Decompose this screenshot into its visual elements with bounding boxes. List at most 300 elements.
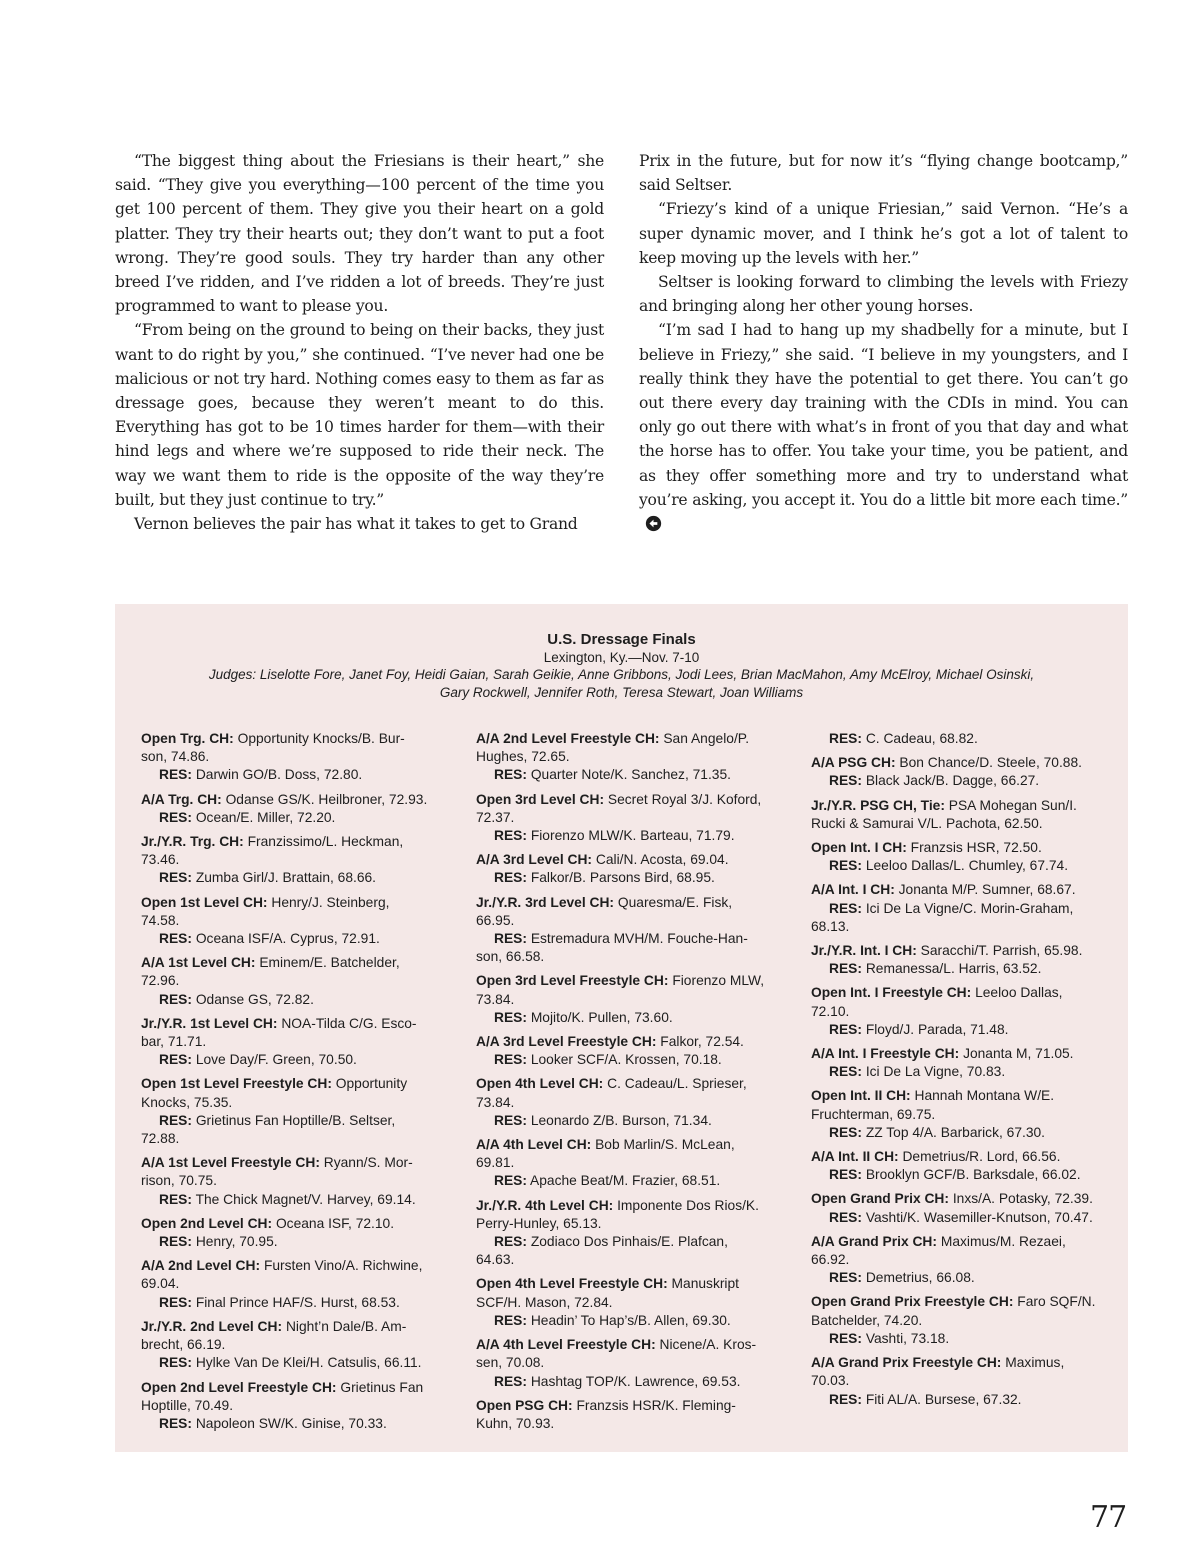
result-reserve: The Chick Magnet/V. Harvey, 69.14. (195, 1191, 416, 1207)
result-champion-line (476, 730, 766, 748)
result-reserve: Falkor/B. Parsons Bird, 68.95. (530, 870, 715, 886)
result-champion-line (811, 1190, 1101, 1208)
result-entry (476, 894, 766, 967)
result-reserve-cont: 72.88. (141, 1131, 180, 1147)
result-champion: Odanse GS/K. Heilbroner, 72.93. (225, 791, 428, 807)
article-paragraph: “From being on the ground to being on their backs, they just want to do right by you,” she continued. “I’ve never had one be malicious or not try hard. Nothing comes easy to them as far as dressage goes, because they weren’t meant to do this. Everything has got to be 10 times harder for them—with their hind legs and where we’re supposed to ride their neck. The way we want them to ride is the opposite of the way they’re built, but they just continue to try.” (115, 321, 604, 509)
result-reserve: Napoleon SW/K. Ginise, 70.33. (195, 1415, 387, 1431)
result-champion: Falkor, 72.54. (660, 1034, 744, 1050)
result-entry (141, 1015, 431, 1070)
result-reserve-line (476, 1009, 766, 1027)
result-champion: Opportunity Knocks/B. Bur- (237, 731, 405, 746)
result-class-title: Open 2nd Level Freestyle CH: (141, 1379, 337, 1395)
result-class-title: Open 3rd Level CH: (476, 791, 605, 807)
result-entry (141, 1075, 431, 1148)
result-reserve-label: RES: (829, 1270, 862, 1286)
result-reserve-label: RES: (829, 1124, 862, 1140)
result-champion-line (476, 1197, 766, 1215)
result-champion-cont: rison, 70.75. (141, 1173, 217, 1189)
result-class-title: Jr./Y.R. 1st Level CH: (141, 1015, 278, 1031)
result-champion-cont: sen, 70.08. (476, 1355, 545, 1371)
result-reserve-label: RES: (494, 1173, 527, 1189)
result-reserve: Remanessa/L. Harris, 63.52. (865, 961, 1042, 977)
result-class-title: Jr./Y.R. Int. I CH: (811, 943, 917, 959)
result-champion-line (476, 851, 766, 869)
result-entry (476, 1033, 766, 1069)
result-champion-cont: 72.96. (141, 973, 180, 989)
result-class-title: Open PSG CH: (476, 1397, 573, 1413)
result-entry (476, 851, 766, 887)
result-reserve-line (811, 1391, 1101, 1409)
result-reserve-line (811, 857, 1101, 875)
result-reserve-label: RES: (494, 870, 527, 886)
result-entry (811, 1190, 1101, 1226)
results-column (811, 730, 1111, 1439)
result-entry (476, 1136, 766, 1191)
result-reserve: Leonardo Z/B. Burson, 71.34. (530, 1112, 712, 1128)
result-champion-line (811, 984, 1101, 1020)
result-entry (811, 1293, 1101, 1348)
result-champion: Fiorenzo MLW, (672, 973, 765, 989)
result-champion-line (141, 1215, 431, 1233)
result-reserve-line (141, 766, 431, 784)
result-entry (811, 839, 1101, 875)
result-reserve-label: RES: (159, 991, 192, 1007)
result-reserve: Ocean/E. Miller, 72.20. (195, 809, 336, 825)
result-class-title: A/A 3rd Level CH: (476, 852, 593, 868)
result-champion-cont: son, 74.86. (141, 749, 210, 765)
result-entry (811, 730, 1101, 748)
result-champion-line (811, 1148, 1101, 1166)
result-champion-line (811, 797, 1101, 815)
result-champion: C. Cadeau/L. Sprieser, (607, 1076, 747, 1092)
result-class-title: A/A 4th Level CH: (476, 1137, 592, 1153)
result-class-title: Jr./Y.R. 2nd Level CH: (141, 1318, 283, 1334)
result-entry (141, 1215, 431, 1251)
result-entry (141, 1257, 431, 1312)
result-reserve: Hashtag TOP/K. Lawrence, 69.53. (530, 1373, 741, 1389)
result-champion: PSA Mohegan Sun/I. (948, 797, 1077, 813)
end-of-story-icon (645, 515, 662, 532)
article-paragraph-text: “I’m sad I had to hang up my shadbelly for a minute, but I believe in Friezy,” she said. “I believe in my youngsters, and I really think they have the potential to get there. You can’t go out there every day training with the CDIs in mind. You can only go out there with what’s in front of you that day and what the horse has to offer. You take your time, you be patient, and as they offer something more and try to understand what you’re asking, you accept it. You do a little bit more each time.” (639, 321, 1128, 509)
result-reserve-label: RES: (494, 828, 527, 844)
result-champion-line (141, 1015, 431, 1033)
result-champion-line (476, 972, 766, 990)
result-champion-line (811, 1233, 1101, 1251)
result-reserve-line (811, 1021, 1101, 1039)
result-reserve: Fiorenzo MLW/K. Barteau, 71.79. (530, 828, 735, 844)
result-champion: Nicene/A. Kros- (659, 1337, 757, 1353)
result-class-title: Open 2nd Level CH: (141, 1215, 273, 1231)
result-reserve-line (141, 1112, 431, 1130)
result-champion: Quaresma/E. Fisk, (617, 894, 733, 910)
result-reserve-label: RES: (159, 809, 192, 825)
result-reserve-label: RES: (494, 1052, 527, 1068)
result-reserve: ZZ Top 4/A. Barbarick, 67.30. (865, 1124, 1046, 1140)
article-paragraph-last (639, 318, 1128, 536)
result-reserve-label: RES: (829, 1209, 862, 1225)
result-champion-cont: 69.81. (476, 1155, 515, 1171)
result-class-title: Open Grand Prix Freestyle CH: (811, 1294, 1014, 1310)
result-reserve-line (141, 1294, 431, 1312)
result-champion-cont: Rucki & Samurai V/L. Pachota, 62.50. (811, 815, 1043, 831)
result-champion: Henry/J. Steinberg, 74.58. (141, 894, 390, 928)
result-reserve-label: RES: (829, 1391, 862, 1407)
result-reserve-line (476, 930, 766, 948)
result-reserve: C. Cadeau, 68.82. (865, 731, 978, 746)
result-reserve-line (141, 809, 431, 827)
result-champion-line (141, 833, 431, 851)
result-reserve-label: RES: (829, 858, 862, 874)
results-column (141, 730, 476, 1439)
result-entry (476, 1275, 766, 1330)
result-champion-line (141, 1318, 431, 1336)
result-reserve-label: RES: (829, 1064, 862, 1080)
result-reserve: Fiti AL/A. Bursese, 67.32. (865, 1391, 1022, 1407)
result-champion: Franzissimo/L. Heckman, (247, 834, 404, 850)
result-champion: Demetrius/R. Lord, 66.56. (902, 1149, 1061, 1165)
result-reserve-line (141, 1051, 431, 1069)
result-entry (811, 1233, 1101, 1288)
result-champion: Grietinus Fan (340, 1379, 424, 1395)
result-champion-line (141, 1075, 431, 1093)
result-reserve: Mojito/K. Pullen, 73.60. (530, 1009, 673, 1025)
result-reserve-line (811, 1166, 1101, 1184)
result-entry (141, 791, 431, 827)
result-class-title: A/A Int. I Freestyle CH: (811, 1046, 960, 1062)
result-entry (476, 730, 766, 785)
result-champion-line (141, 791, 431, 809)
result-entry (811, 797, 1101, 833)
article-paragraph: Prix in the future, but for now it’s “flying change bootcamp,” said Seltser. (639, 152, 1128, 195)
result-reserve-label: RES: (159, 1052, 192, 1068)
result-reserve: Floyd/J. Parada, 71.48. (865, 1021, 1009, 1037)
result-champion: Franzsis HSR/K. Fleming- (576, 1397, 736, 1413)
result-entry (141, 833, 431, 888)
article-column-right (639, 149, 1128, 536)
result-reserve-line (811, 730, 1101, 748)
result-champion-line (141, 730, 431, 748)
result-reserve-line (811, 772, 1101, 790)
result-class-title: A/A 3rd Level Freestyle CH: (476, 1034, 657, 1050)
result-champion-line (476, 1033, 766, 1051)
result-reserve-label: RES: (494, 1009, 527, 1025)
result-entry (476, 972, 766, 1027)
result-champion: NOA-Tilda C/G. Esco- (281, 1015, 417, 1031)
result-reserve: Brooklyn GCF/B. Barksdale, 66.02. (865, 1167, 1081, 1183)
result-entry (811, 1354, 1101, 1409)
result-class-title: Open Trg. CH: (141, 731, 234, 746)
result-reserve-line (476, 1051, 766, 1069)
result-reserve-label: RES: (829, 1167, 862, 1183)
result-entry (476, 791, 766, 846)
result-entry (141, 894, 431, 949)
result-entry (476, 1336, 766, 1391)
result-champion-line (476, 1136, 766, 1154)
result-class-title: Open 4th Level CH: (476, 1076, 604, 1092)
result-entry (476, 1197, 766, 1270)
result-champion: Jonanta M/P. Sumner, 68.67. (898, 882, 1076, 898)
results-column (476, 730, 811, 1439)
result-class-title: A/A PSG CH: (811, 755, 896, 771)
result-reserve-cont: 64.63. (476, 1252, 515, 1268)
result-reserve: Zumba Girl/J. Brattain, 68.66. (195, 870, 377, 886)
result-class-title: Open Int. I CH: (811, 840, 907, 856)
result-reserve: Darwin GO/B. Doss, 72.80. (195, 767, 363, 783)
result-reserve-line (811, 1269, 1101, 1287)
result-reserve-label: RES: (159, 870, 192, 886)
result-champion: Eminem/E. Batchelder, (259, 955, 400, 971)
result-reserve: Headin’ To Hap’s/B. Allen, 69.30. (530, 1312, 731, 1328)
results-sidebar (115, 604, 1128, 1452)
result-reserve-label: RES: (159, 1191, 192, 1207)
result-reserve-label: RES: (159, 767, 192, 783)
result-champion-line (141, 1257, 431, 1275)
result-reserve-label: RES: (494, 1234, 527, 1250)
result-champion-cont: Hughes, 72.65. (476, 749, 570, 765)
result-champion: Franzsis HSR, 72.50. (910, 840, 1042, 856)
result-reserve: Black Jack/B. Dagge, 66.27. (865, 773, 1040, 789)
result-reserve-label: RES: (829, 731, 862, 746)
result-champion-cont: Fruchterman, 69.75. (811, 1106, 936, 1122)
result-reserve: Ici De La Vigne, 70.83. (865, 1064, 1006, 1080)
result-class-title: Open 4th Level Freestyle CH: (476, 1276, 668, 1292)
result-reserve-label: RES: (829, 900, 862, 916)
result-champion-line (811, 942, 1101, 960)
result-champion: Hannah Montana W/E. (914, 1088, 1055, 1104)
result-reserve-line (476, 766, 766, 784)
result-reserve-line (811, 1063, 1101, 1081)
result-champion-cont: 66.95. (476, 912, 515, 928)
result-class-title: Open 1st Level Freestyle CH: (141, 1076, 332, 1092)
result-reserve: Vashti, 73.18. (865, 1330, 950, 1346)
result-champion-cont: Batchelder, 74.20. (811, 1312, 923, 1328)
result-reserve-label: RES: (494, 1112, 527, 1128)
result-reserve-label: RES: (829, 961, 862, 977)
result-champion-cont: 70.03. (811, 1373, 850, 1389)
results-title: U.S. Dressage Finals (547, 631, 696, 648)
result-reserve-line (811, 1124, 1101, 1142)
result-champion-cont: bar, 71.71. (141, 1034, 207, 1050)
result-reserve-label: RES: (159, 931, 192, 947)
result-champion: Leeloo Dallas, 72.10. (811, 985, 1063, 1019)
result-champion-line (811, 754, 1101, 772)
result-champion-cont: 72.37. (476, 809, 515, 825)
result-reserve-line (476, 1233, 766, 1251)
result-reserve-line (141, 869, 431, 887)
result-class-title: A/A 2nd Level CH: (141, 1258, 261, 1274)
result-champion: Ryann/S. Mor- (323, 1155, 413, 1171)
article-paragraph: “The biggest thing about the Friesians is their heart,” she said. “They give you everything—100 percent of the time you get 100 percent of them. They give you their heart on a gold platter. They try their hearts out; they don’t want to put a foot wrong. They’re good souls. They try harder than any other breed I’ve ridden, and I’ve ridden a lot of breeds. They’re just programmed to want to please you. (115, 152, 604, 316)
result-champion-line (476, 791, 766, 809)
result-entry (811, 984, 1101, 1039)
result-reserve-label: RES: (159, 1415, 192, 1431)
result-reserve-cont: 68.13. (811, 918, 850, 934)
result-entry (141, 730, 431, 785)
page-number: 77 (1090, 1500, 1127, 1535)
result-champion-line (476, 1397, 766, 1415)
result-class-title: A/A 1st Level Freestyle CH: (141, 1155, 320, 1171)
result-entry (811, 942, 1101, 978)
result-champion: Saracchi/T. Parrish, 65.98. (920, 943, 1083, 959)
result-reserve-line (476, 1312, 766, 1330)
result-champion-line (476, 1075, 766, 1093)
result-class-title: A/A 1st Level CH: (141, 955, 256, 971)
result-class-title: Open 1st Level CH: (141, 894, 268, 910)
result-reserve-line (141, 930, 431, 948)
result-reserve-label: RES: (494, 931, 527, 947)
result-reserve-label: RES: (829, 1330, 862, 1346)
result-reserve: Apache Beat/M. Frazier, 68.51. (530, 1173, 721, 1189)
result-reserve-line (141, 1354, 431, 1372)
result-entry (811, 754, 1101, 790)
result-reserve: Quarter Note/K. Sanchez, 71.35. (530, 767, 731, 783)
article-body (115, 149, 1128, 536)
result-champion-line (141, 894, 431, 930)
result-reserve-label: RES: (494, 1312, 527, 1328)
result-entry (141, 954, 431, 1009)
result-reserve-label: RES: (494, 767, 527, 783)
article-paragraph: “Friezy’s kind of a unique Friesian,” said Vernon. “He’s a super dynamic mover, and I think he’s got a lot of talent to keep moving up the levels with her.” (639, 200, 1128, 267)
result-champion-cont: 73.84. (476, 1094, 515, 1110)
result-champion: Fursten Vino/A. Richwine, (263, 1258, 423, 1274)
result-class-title: Open Int. I Freestyle CH: (811, 985, 972, 1001)
result-champion: Opportunity (335, 1076, 408, 1092)
result-reserve-line (476, 827, 766, 845)
result-champion-cont: Hoptille, 70.49. (141, 1397, 234, 1413)
result-reserve: Leeloo Dallas/L. Chumley, 67.74. (865, 858, 1069, 874)
result-entry (811, 1148, 1101, 1184)
result-champion-line (476, 1275, 766, 1293)
result-reserve: Oceana ISF/A. Cyprus, 72.91. (195, 931, 380, 947)
result-champion-line (811, 1045, 1101, 1063)
result-entry (476, 1075, 766, 1130)
result-reserve-line (811, 960, 1101, 978)
result-class-title: Jr./Y.R. 3rd Level CH: (476, 894, 615, 910)
result-reserve-line (811, 1209, 1101, 1227)
result-champion-cont: brecht, 66.19. (141, 1337, 226, 1353)
result-reserve: Looker SCF/A. Krossen, 70.18. (530, 1052, 722, 1068)
result-champion-cont: SCF/H. Mason, 72.84. (476, 1294, 613, 1310)
result-champion-line (141, 954, 431, 972)
result-champion-cont: 73.46. (141, 852, 180, 868)
result-class-title: Jr./Y.R. PSG CH, Tie: (811, 797, 945, 813)
result-reserve: Ici De La Vigne/C. Morin-Graham, (865, 900, 1074, 916)
result-champion: Maximus, (1005, 1355, 1065, 1371)
result-champion: Night’n Dale/B. Am- (285, 1318, 407, 1334)
result-champion-line (811, 839, 1101, 857)
result-reserve-line (141, 1415, 431, 1433)
result-reserve: Estremadura MVH/M. Fouche-Han- (530, 931, 748, 947)
result-reserve: Final Prince HAF/S. Hurst, 68.53. (195, 1294, 400, 1310)
result-reserve: Hylke Van De Klei/H. Catsulis, 66.11. (195, 1355, 422, 1371)
result-reserve-label: RES: (829, 1021, 862, 1037)
result-reserve-line (141, 991, 431, 1009)
result-entry (141, 1318, 431, 1373)
result-champion-cont: 69.04. (141, 1276, 180, 1292)
result-reserve: Grietinus Fan Hoptille/B. Seltser, (195, 1112, 396, 1128)
result-reserve-label: RES: (494, 1373, 527, 1389)
result-entry (141, 1379, 431, 1434)
result-reserve: Henry, 70.95. (195, 1234, 278, 1250)
result-champion: San Angelo/P. (663, 731, 750, 746)
result-class-title: Jr./Y.R. 4th Level CH: (476, 1197, 614, 1213)
result-class-title: A/A Grand Prix Freestyle CH: (811, 1355, 1002, 1371)
result-class-title: A/A 2nd Level Freestyle CH: (476, 731, 660, 746)
result-reserve-label: RES: (159, 1294, 192, 1310)
result-champion-line (141, 1154, 431, 1172)
results-judges: Judges: Liselotte Fore, Janet Foy, Heidi Gaian, Sarah Geikie, Anne Gribbons, Jodi Lees, Brian MacMahon, Amy McElroy, Michael Osinski, Gary Rockwell, Jennifer Roth, Teresa Stewart, Joan Williams (208, 667, 1035, 700)
article-column-left (115, 149, 604, 536)
result-champion-cont: 66.92. (811, 1252, 850, 1268)
results-location-date: Lexington, Ky.—Nov. 7-10 (543, 650, 700, 665)
result-champion: Inxs/A. Potasky, 72.39. (952, 1191, 1093, 1207)
result-reserve-line (141, 1233, 431, 1251)
result-entry (476, 1397, 766, 1433)
result-reserve-line (811, 900, 1101, 918)
result-reserve-line (476, 869, 766, 887)
result-class-title: A/A Grand Prix CH: (811, 1233, 937, 1249)
article-paragraph: Vernon believes the pair has what it takes to get to Grand (134, 515, 578, 534)
result-champion-cont: 73.84. (476, 991, 515, 1007)
result-class-title: Open 3rd Level Freestyle CH: (476, 973, 669, 989)
result-reserve: Demetrius, 66.08. (865, 1270, 975, 1286)
result-entry (811, 1087, 1101, 1142)
result-reserve-label: RES: (159, 1355, 192, 1371)
result-champion: Cali/N. Acosta, 69.04. (595, 852, 729, 868)
result-champion-line (476, 1336, 766, 1354)
result-class-title: A/A Int. II CH: (811, 1149, 899, 1165)
result-reserve-line (476, 1172, 766, 1190)
result-reserve-cont: son, 66.58. (476, 949, 545, 965)
result-champion: Bob Marlin/S. McLean, (595, 1137, 735, 1153)
results-header (115, 604, 1128, 701)
result-reserve-line (141, 1191, 431, 1209)
result-entry (811, 1045, 1101, 1081)
result-champion-cont: Perry-Hunley, 65.13. (476, 1215, 602, 1231)
result-class-title: Open Int. II CH: (811, 1088, 911, 1104)
result-champion-line (811, 1293, 1101, 1311)
result-reserve-line (476, 1373, 766, 1391)
result-champion-line (811, 881, 1101, 899)
result-champion: Manuskript (671, 1276, 740, 1292)
result-champion: Maximus/M. Rezaei, (940, 1233, 1066, 1249)
result-champion: Faro SQF/N. (1017, 1294, 1096, 1310)
result-reserve: Vashti/K. Wasemiller-Knutson, 70.47. (865, 1209, 1093, 1225)
result-champion: Jonanta M, 71.05. (963, 1046, 1074, 1062)
result-reserve-line (476, 1112, 766, 1130)
result-class-title: A/A 4th Level Freestyle CH: (476, 1337, 656, 1353)
result-champion: Imponente Dos Rios/K. (617, 1197, 759, 1213)
result-champion-line (811, 1087, 1101, 1105)
result-class-title: A/A Trg. CH: (141, 791, 222, 807)
result-champion-line (141, 1379, 431, 1397)
result-class-title: Jr./Y.R. Trg. CH: (141, 834, 244, 850)
result-reserve-label: RES: (829, 773, 862, 789)
result-champion-cont: Knocks, 75.35. (141, 1094, 233, 1110)
results-columns (141, 730, 1121, 1439)
result-reserve: Zodiaco Dos Pinhais/E. Plafcan, (530, 1234, 728, 1250)
result-class-title: Open Grand Prix CH: (811, 1191, 949, 1207)
result-champion-line (811, 1354, 1101, 1372)
article-paragraph: Seltser is looking forward to climbing the levels with Friezy and bringing along her other young horses. (639, 273, 1128, 316)
result-reserve-label: RES: (159, 1112, 192, 1128)
result-reserve-label: RES: (159, 1234, 192, 1250)
result-reserve: Odanse GS, 72.82. (195, 991, 314, 1007)
result-reserve-line (811, 1330, 1101, 1348)
result-champion-line (476, 894, 766, 912)
result-champion-cont: Kuhn, 70.93. (476, 1415, 555, 1431)
